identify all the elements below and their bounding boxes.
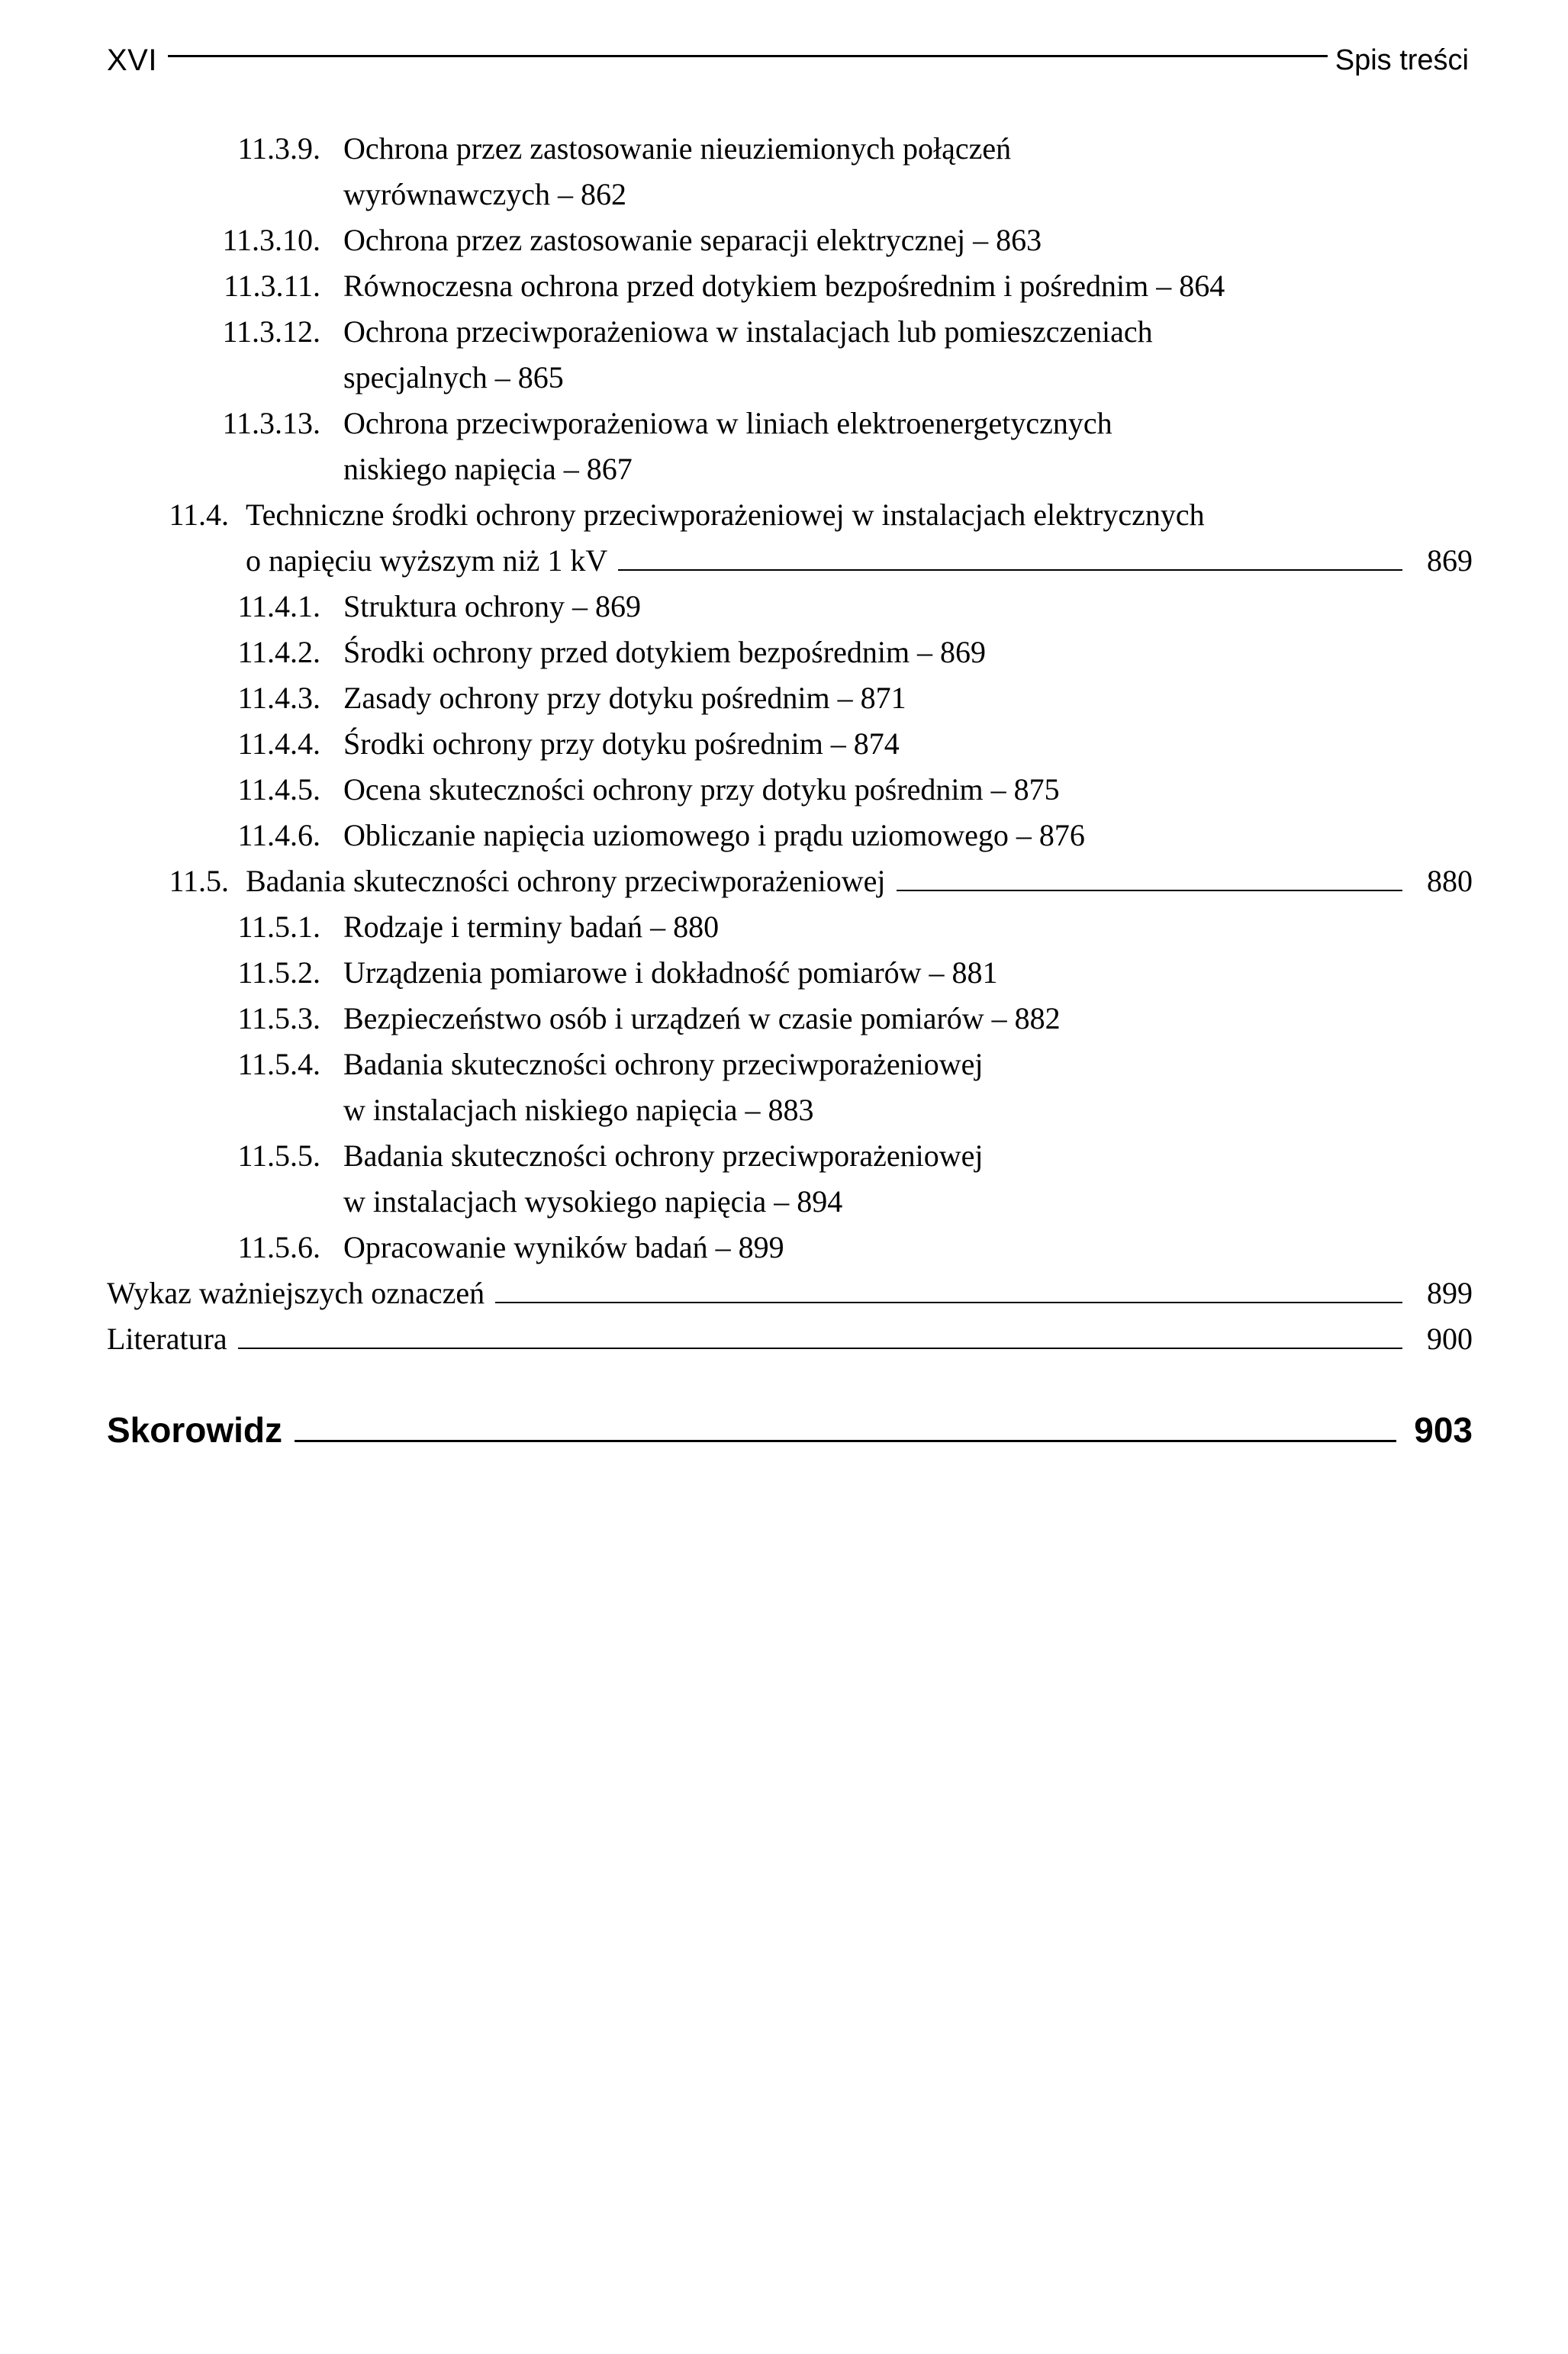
toc-entry-text: Literatura [107,1322,227,1356]
toc-entry[interactable] [107,126,1473,217]
toc-entry-text-line1: Ochrona przez zastosowanie nieuziemionych połączeń [343,131,1012,166]
toc-page-number: 899 [1427,1276,1473,1310]
toc-entry-text-line1: Ochrona przeciwporażeniowa w liniach elektroenergetycznych [343,406,1112,440]
toc-entry-text [320,1042,1473,1133]
toc-entry-text: Wykaz ważniejszych oznaczeń [107,1276,485,1310]
toc-entry-number: 11.4.5. [237,772,320,807]
toc-entry-number: 11.4.6. [237,818,320,852]
toc-page-number: 880 [1427,864,1473,898]
toc-entry-number: 11.5. [169,864,229,898]
toc-entry-text: Badania skuteczności ochrony przeciwporażeniowej [246,864,886,898]
toc-entry[interactable] [107,996,1473,1042]
toc-leader-dots [618,569,1402,571]
toc-entry[interactable] [107,584,1473,630]
toc-entry[interactable] [107,263,1473,309]
toc-leader-dots [295,1440,1396,1442]
toc-entry-number: 11.4.3. [237,681,320,715]
header-title: Spis treści [1335,43,1469,76]
toc-entry-text: Skorowidz [107,1410,283,1450]
toc-entry-text: Struktura ochrony – 869 [343,589,641,623]
toc-entry-text: Ocena skuteczności ochrony przy dotyku pośrednim – 875 [343,772,1060,807]
toc-entry-text: Techniczne środki ochrony przeciwporażeniowej w instalacjach elektrycznych [246,498,1205,532]
toc-entry-text-line2: o napięciu wyższym niż 1 kV [246,543,608,578]
toc-entry[interactable] [107,813,1473,858]
toc-entry-number: 11.5.6. [237,1230,320,1264]
toc-entry[interactable] [107,950,1473,996]
toc-entry-text-line1: Badania skuteczności ochrony przeciwporażeniowej [343,1138,984,1173]
toc-entry-number: 11.5.1. [237,910,320,944]
toc-entry-number: 11.3.11. [223,269,320,303]
toc-entry-number: 11.3.9. [237,131,320,166]
toc-entry[interactable] [107,858,1473,904]
toc-entry-text [320,126,1473,217]
toc-entry-number: 11.5.5. [237,1138,320,1173]
toc-entry-text: Rodzaje i terminy badań – 880 [343,910,720,944]
toc-entry[interactable] [107,401,1473,492]
toc-entry-text: Środki ochrony przed dotykiem bezpośrednim – 869 [343,635,987,669]
toc-entry-text [320,1133,1473,1225]
toc-leader-dots [897,890,1402,891]
toc-entry-text-line2: specjalnych – 865 [343,360,564,394]
toc-leader-dots [495,1302,1402,1303]
toc-backmatter-entry[interactable] [107,1316,1473,1362]
toc-backmatter-entry[interactable] [107,1270,1473,1316]
toc-entry[interactable] [107,492,1473,538]
toc-entry-text-line2: wyrównawczych – 862 [343,177,626,211]
toc-entry-text: Zasady ochrony przy dotyku pośrednim – 871 [343,681,906,715]
header-rule [168,55,1328,57]
toc-leader-dots [238,1348,1402,1349]
toc-list [107,126,1473,1453]
toc-entry[interactable] [107,675,1473,721]
toc-entry-number: 11.4.1. [237,589,320,623]
running-head [107,40,1469,81]
toc-entry-text: Ochrona przez zastosowanie separacji elektrycznej – 863 [343,223,1042,257]
toc-entry-text: Bezpieczeństwo osób i urządzeń w czasie pomiarów – 882 [343,1001,1061,1035]
toc-entry-text: Obliczanie napięcia uziomowego i prądu uziomowego – 876 [343,818,1085,852]
toc-page-number: 900 [1427,1322,1473,1356]
toc-page-number: 869 [1427,543,1473,578]
toc-entry-number: 11.3.13. [222,406,320,440]
page-folio: XVI [107,43,157,77]
toc-entry-text-line2: niskiego napięcia – 867 [343,452,633,486]
toc-entry-number: 11.3.10. [222,223,320,257]
toc-entry-text-line2: w instalacjach wysokiego napięcia – 894 [343,1184,843,1219]
toc-entry-number: 11.4.4. [237,726,320,761]
toc-entry-text-line2: w instalacjach niskiego napięcia – 883 [343,1093,814,1127]
toc-entry[interactable] [107,1133,1473,1225]
toc-entry-number: 11.4.2. [237,635,320,669]
toc-entry-text-line1: Ochrona przeciwporażeniowa w instalacjach lub pomieszczeniach [343,314,1153,349]
toc-entry[interactable] [107,1042,1473,1133]
toc-entry-text: Środki ochrony przy dotyku pośrednim – 874 [343,726,900,761]
toc-entry-text [320,401,1473,492]
toc-entry[interactable] [107,217,1473,263]
toc-entry-text-line1: Badania skuteczności ochrony przeciwporażeniowej [343,1047,984,1081]
toc-entry-text [320,309,1473,401]
toc-entry-number: 11.3.12. [222,314,320,349]
toc-entry[interactable] [107,1225,1473,1270]
toc-entry[interactable] [107,767,1473,813]
toc-entry[interactable] [107,721,1473,767]
toc-entry-text: Równoczesna ochrona przed dotykiem bezpośrednim i pośrednim – 864 [343,269,1225,303]
toc-entry-text: Opracowanie wyników badań – 899 [343,1230,784,1264]
toc-entry-number: 11.5.4. [237,1047,320,1081]
toc-entry[interactable] [107,309,1473,401]
toc-page-number: 903 [1414,1410,1473,1450]
toc-entry-number: 11.5.3. [237,1001,320,1035]
toc-entry-text: Urządzenia pomiarowe i dokładność pomiarów – 881 [343,955,998,990]
toc-entry[interactable] [107,630,1473,675]
toc-entry-number: 11.4. [169,498,229,532]
toc-entry[interactable] [107,904,1473,950]
toc-entry-leader-row[interactable] [107,538,1473,584]
toc-index-entry[interactable] [107,1409,1473,1453]
toc-entry-number: 11.5.2. [237,955,320,990]
